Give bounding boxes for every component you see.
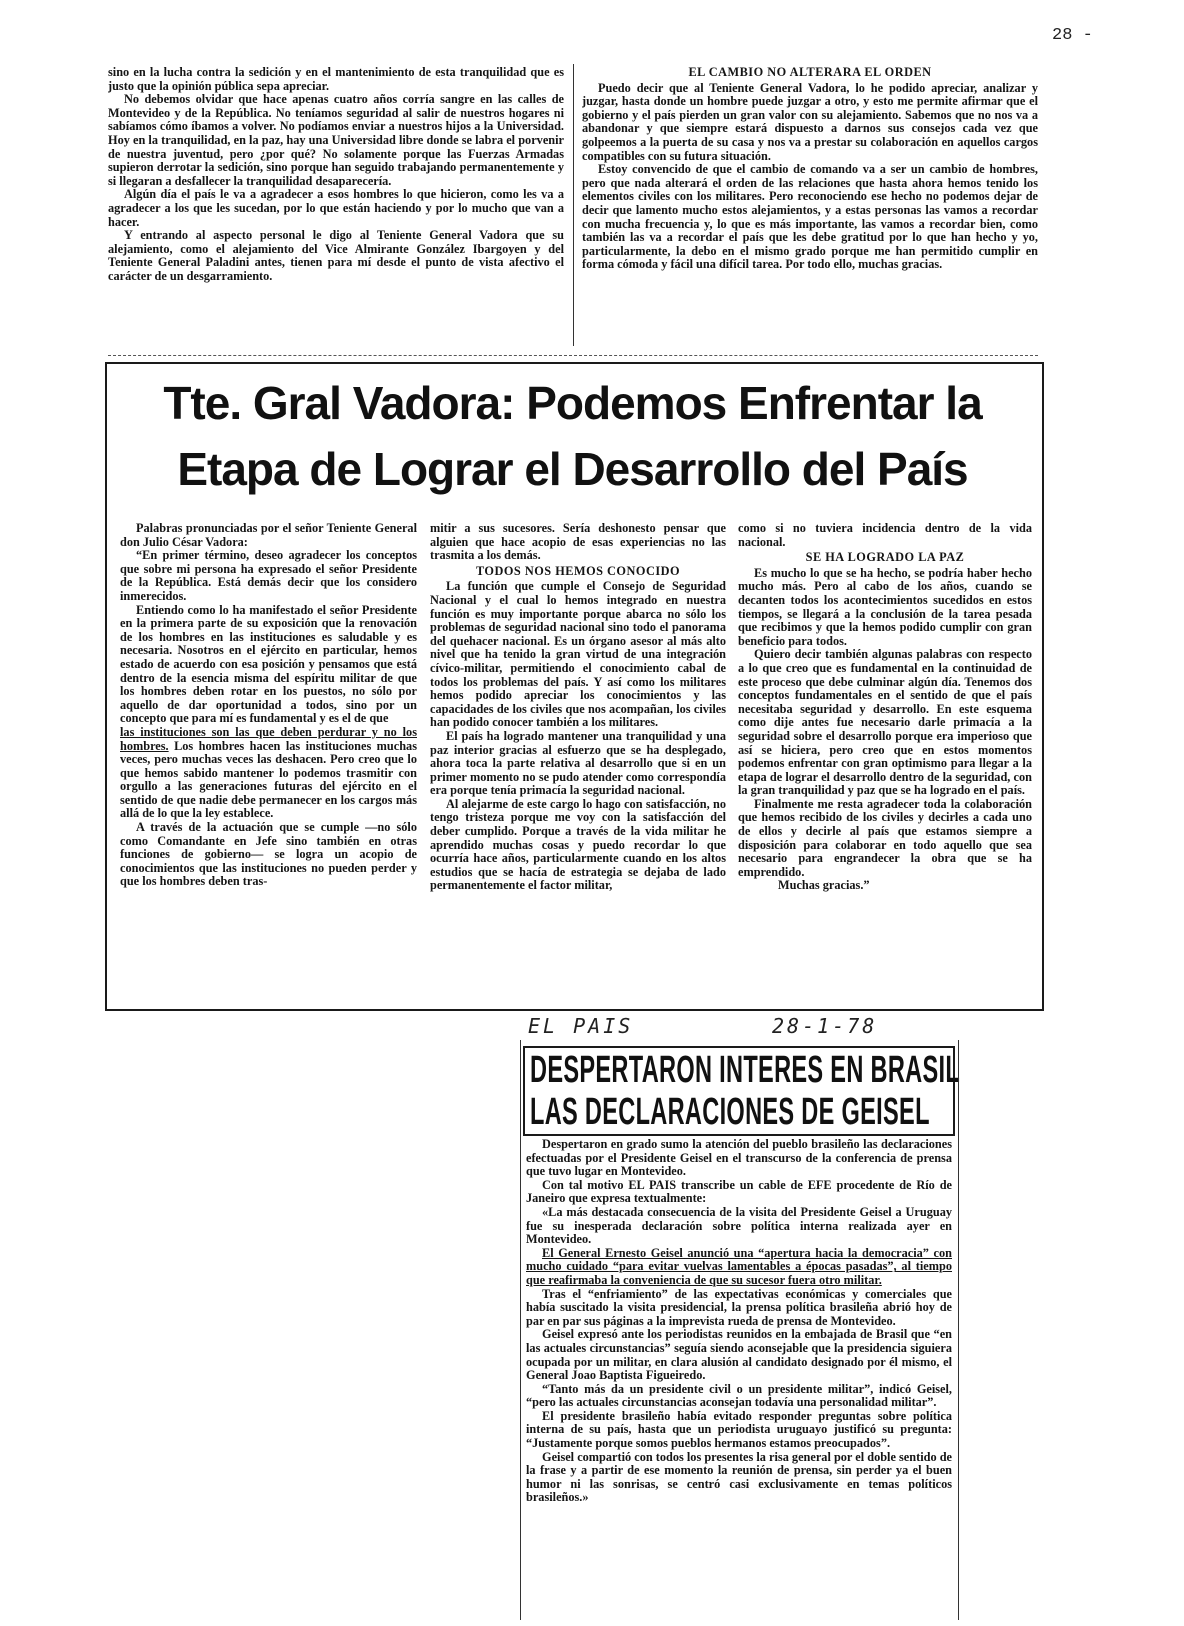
handwritten-date: 28-1-78	[772, 1014, 878, 1038]
paragraph: Y entrando al aspecto personal le digo al Teniente General Vadora que su alejamiento, como el alejamiento del Vice Almirante González Ibargoyen y del Teniente General Paladini antes, tienen para mí desde el punto de vista afectivo el carácter de un desgarramiento.	[108, 228, 564, 283]
vadora-column-2	[430, 522, 726, 998]
paragraph: Tras el “enfriamiento” de las expectativas económicas y comerciales que había suscitado la visita presidencial, la prensa política brasileña abrió hoy de par en par sus páginas a la imprevista rueda de prensa de Montevideo.	[526, 1286, 952, 1328]
paragraph: como si no tuviera incidencia dentro de la vida nacional.	[738, 522, 1032, 549]
underlined-text: las instituciones son las que deben perdurar y no los hombres.	[120, 724, 417, 753]
paragraph: Geisel compartió con todos los presentes la risa general por el doble sentido de la frase y a partir de ese momento la reunión de prensa, sin perder ya el buen humor ni las sonrisas, se centró casi exclusivamente en temas políticos brasileños.»	[526, 1449, 952, 1505]
paragraph: Al alejarme de este cargo lo hago con satisfacción, no tengo tristeza porque me voy con la satisfacción del deber cumplido. Porque a través de la vida militar he aprendido muchas cosas y puedo recordar lo que ocurría hace años, particularmente cuando en los altos estudios que se hacía de estrategia se dejaba de lado permanentemente el factor militar,	[430, 796, 726, 893]
paragraph: La función que cumple el Consejo de Seguridad Nacional y el cual lo hemos integrado en nuestra función es muy importante porque abarca no sólo los problemas de seguridad nacional sino todo el panorama del quehacer nacional. Es un órgano asesor al más alto nivel que ha tenido la gran virtud de una integración cívico-militar, permitiendo el conocimiento cabal de todos los problemas del país. Y así como los militares hemos podido apreciar los conocimientos y las capacidades de los civiles que nos acompañan, los civiles han podido conocer también a los militares.	[430, 579, 726, 730]
closing: Muchas gracias.”	[778, 878, 870, 893]
paragraph: “Tanto más da un presidente civil o un presidente militar”, indicó Geisel, “pero las actuales circunstancias aconsejan todavía una personalidad militar”.	[526, 1381, 952, 1410]
paragraph: Entiendo como lo ha manifestado el señor Presidente en la primera parte de su exposición que la renovación de los hombres en las instituciones es saludable y es necesaria. Nosotros en el ejército en particular, hemos estado de acuerdo con esa posición y pensamos que está dentro de la esencia misma del espíritu militar de que los hombres deben rotar en los puestos, no sólo por aquello de dar oportunidad a todos, sino por un concepto que para mí es fundamental y es el de que	[120, 602, 417, 726]
handwritten-source: EL PAIS	[528, 1014, 634, 1038]
paragraph: «La más destacada consecuencia de la visita del Presidente Geisel a Uruguay fue su inesperada declaración sobre política interna realizada ayer en Montevideo.	[526, 1204, 952, 1247]
paragraph: Geisel expresó ante los periodistas reunidos en la embajada de Brasil que “en las actuales circunstancias” seguía siendo aconsejable que la presidencia siguiera ocupada por un militar, en clara alusión al candidato designado por él mismo, el General Joao Baptista Figueiredo.	[526, 1327, 952, 1383]
subheading: TODOS NOS HEMOS CONOCIDO	[475, 563, 681, 578]
vadora-headline-line1: Tte. Gral Vadora: Podemos Enfrentar la	[163, 377, 982, 429]
subheading: SE HA LOGRADO LA PAZ	[805, 550, 965, 565]
paragraph: Estoy convencido de que el cambio de comando va a ser un cambio de hombres, pero que nada alterará el orden de las relaciones que hasta ahora hemos tenido los elementos civiles con los militares. Pero reconociendo ese hecho no podemos dejar de decir que lamento mucho estos alejamientos, y a estas personas las vamos a recordar con mucha frecuencia y, lo que es más importante, las vamos a recordar bien, como también las va a recordar el país que les debe gratitud por lo que han hecho y yo, particularmente, la debo en el mismo grado porque me han permitido cumplir en forma cómoda y fácil una difícil tarea. Por todo ello, muchas gracias.	[582, 162, 1038, 272]
paragraph: Es mucho lo que se ha hecho, se podría haber hecho mucho más. Pero al cabo de los años, cuando se decanten todos los acontecimientos sucedidos en estos tiempos, se llegará a la conclusión de la tarea pesada que recibimos y que la hemos podido cumplir con gran beneficio para todos.	[738, 565, 1032, 648]
geisel-headline-line1: DESPERTARON INTERES EN BRASIL	[530, 1049, 961, 1091]
paragraph: Palabras pronunciadas por el señor Teniente General don Julio César Vadora:	[120, 522, 417, 549]
vadora-headline-line2: Etapa de Lograr el Desarrollo del País	[177, 443, 968, 495]
paragraph: Quiero decir también algunas palabras con respecto a lo que creo que es fundamental en la continuidad de este proceso que debe culminar algún día. Tenemos dos conceptos fundamentales en el sentido de que el país necesitaba seguridad y desarrollo. En este esquema como dije antes fue necesario darle primacía a la seguridad sobre el desarrollo porque era imperioso que así se hiciera, pero creo que en estos momentos podemos enfrentar con gran optimismo para llegar a la etapa de lograr el desarrollo dentro de la seguridad, con la gran tranquilidad y paz que se ha logrado en el país.	[738, 647, 1032, 798]
paragraph: mitir a sus sucesores. Sería deshonesto pensar que alguien que hace acopio de esas experiencias no las trasmita a los demás.	[430, 522, 726, 563]
vadora-column-1	[120, 522, 417, 998]
clipping-edge	[958, 1040, 959, 1620]
top-right-column	[582, 64, 1038, 354]
text: Los hombres hacen las instituciones muchas veces, pero muchas veces las deshacen. Pero creo que lo que hemos sabido mantener lo podemos trasmitir con orgullo a las generaciones futuras del ejército en el sentido de que nadie debe permanecer en los cargos más allá de lo que la ley establece.	[120, 738, 417, 821]
paragraph: Puedo decir que al Teniente General Vadora, lo he podido apreciar, analizar y juzgar, hasta donde un hombre puede juzgar a otro, y esto me permite afirmar que el gobierno y el país pierden un gran valor con su alejamiento. Sabemos que no nos va a abandonar y que siempre estará dispuesto a darnos sus consejos cada vez que golpeemos a la puerta de su casa y nos va a prestar su colaboración en aquellos cargos compatibles con su futura situación.	[582, 80, 1038, 163]
paragraph: Con tal motivo EL PAIS transcribe un cable de EFE procedente de Río de Janeiro que expresa textualmente:	[526, 1177, 952, 1206]
geisel-headline-line2: LAS DECLARACIONES DE GEISEL	[530, 1091, 930, 1133]
paragraph: El país ha logrado mantener una tranquilidad y una paz interior gracias al esfuerzo que se ha desplegado, ahora toca la parte relativa al desarrollo que si en un primer momento no se pudo atender como correspondía era porque tenía primacía la seguridad nacional.	[430, 728, 726, 798]
paragraph: Algún día el país le va a agradecer a esos hombres lo que hicieron, como les va a agradecer a los que les sucedan, por lo que están haciendo y por lo mucho que van a hacer.	[108, 187, 564, 229]
paragraph: Finalmente me resta agradecer toda la colaboración que hemos recibido de los civiles y decirles a cada uno de ellos y decirle al país que estamos siempre a disposición para colaborar en todo aquello que sea necesario para engrandecer la obra que se ha emprendido.	[738, 796, 1032, 879]
page-number: 28 -	[1052, 26, 1093, 45]
paragraph: El presidente brasileño había evitado responder preguntas sobre política interna de su país, hasta que un periodista uruguayo justificó su pregunta: “Justamente porque somos pueblos hermanos estamos preocupados”.	[526, 1408, 952, 1451]
paragraph: Despertaron en grado sumo la atención del pueblo brasileño las declaraciones efectuadas por el Presidente Geisel en el transcurso de la conferencia de prensa que tuvo lugar en Montevideo.	[526, 1138, 952, 1179]
paragraph: A través de la actuación que se cumple —no sólo como Comandante en Jefe sino también en otras funciones de gobierno— se logra un acopio de conocimientos que las instituciones no pueden perder y que los hombres deben tras-	[120, 820, 417, 889]
divider-line	[108, 355, 1038, 356]
paragraph: sino en la lucha contra la sedición y en el mantenimiento de esta tranquilidad que es justo que la opinión pública sepa apreciar.	[108, 66, 564, 93]
clipping-edge	[520, 1040, 521, 1620]
underlined-passage	[120, 726, 417, 821]
underlined-paragraph: El General Ernesto Geisel anunció una “apertura hacia la democracia” con mucho cuidado “para evitar vuelvas lamentables a épocas pasadas”, al tiempo que reafirmaba la conveniencia de que su sucesor fuera otro militar.	[526, 1245, 952, 1287]
vadora-column-3	[738, 522, 1032, 998]
top-left-column	[108, 66, 564, 344]
geisel-body	[526, 1138, 952, 1616]
column-divider	[573, 64, 574, 346]
section-heading: EL CAMBIO NO ALTERARA EL ORDEN	[688, 65, 932, 79]
paragraph: No debemos olvidar que hace apenas cuatro años corría sangre en las calles de Montevideo y de la República. No teníamos seguridad al salir de nuestros hogares ni sabíamos cómo íbamos a volver. No podíamos enviar a nuestros hijos a la Universidad. Hoy en la tranquilidad, en la paz, hay una Universidad libre donde se labra el porvenir de nuestra juventud, pero ¿por qué? No solamente porque las Fuerzas Armadas supieron derrotar la sedición, sino porque han seguido trabajando permanentemente y si llegaran a desfallecer la tranquilidad desaparecería.	[108, 92, 564, 188]
paragraph: “En primer término, deseo agradecer los conceptos que sobre mi persona ha expresado el señor Presidente de la República. Está demás decir que los considero inmerecidos.	[120, 548, 417, 603]
